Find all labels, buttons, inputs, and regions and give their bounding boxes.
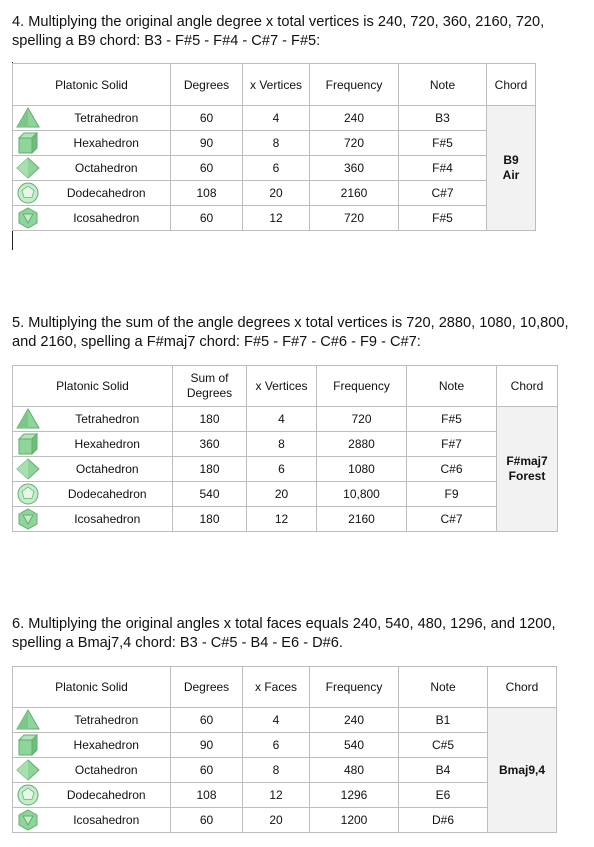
note-value: B3 bbox=[399, 106, 487, 131]
vertices-value: 6 bbox=[243, 156, 310, 181]
header-note: Note bbox=[399, 667, 488, 708]
header-platonic-solid: Platonic Solid bbox=[13, 667, 171, 708]
degrees-value: 60 bbox=[171, 808, 243, 833]
header-platonic-solid: Platonic Solid bbox=[13, 64, 171, 106]
frequency-value: 480 bbox=[310, 758, 399, 783]
sum-degrees-value: 180 bbox=[173, 507, 247, 532]
frequency-value: 720 bbox=[310, 206, 399, 231]
frequency-value: 240 bbox=[310, 106, 399, 131]
header-sum-of-degrees bbox=[173, 366, 247, 407]
frequency-value: 540 bbox=[310, 733, 399, 758]
section-4-table bbox=[12, 63, 536, 231]
solid-name: Tetrahedron bbox=[43, 106, 171, 131]
note-value: E6 bbox=[399, 783, 488, 808]
header-chord: Chord bbox=[488, 667, 557, 708]
header-note: Note bbox=[399, 64, 487, 106]
header-note: Note bbox=[407, 366, 497, 407]
note-value: F#5 bbox=[399, 206, 487, 231]
frequency-value: 2880 bbox=[317, 432, 407, 457]
octahedron-icon bbox=[16, 458, 40, 480]
header-degrees: Degrees bbox=[171, 64, 243, 106]
note-value: F#4 bbox=[399, 156, 487, 181]
solid-name: Octahedron bbox=[43, 758, 171, 783]
table-row bbox=[13, 407, 558, 432]
degrees-value: 108 bbox=[171, 181, 243, 206]
frequency-value: 240 bbox=[310, 708, 399, 733]
header-vertices: x Vertices bbox=[247, 366, 317, 407]
degrees-value: 60 bbox=[171, 708, 243, 733]
header-vertices: x Vertices bbox=[243, 64, 310, 106]
table-row bbox=[13, 131, 536, 156]
chord-cell bbox=[497, 407, 558, 532]
solid-name: Icosahedron bbox=[43, 808, 171, 833]
header-sum-of-degrees-text: Sum of Degrees bbox=[186, 371, 233, 400]
vertices-value: 12 bbox=[247, 507, 317, 532]
section-6-heading: 6. Multiplying the original angles x total faces equals 240, 540, 480, 1296, and 1200, spelling a Bmaj7,4 chord: B3 - C#5 - B4 - E6 - D#6. bbox=[12, 616, 556, 651]
section-6-table bbox=[12, 666, 557, 833]
table-row bbox=[13, 181, 536, 206]
frequency-value: 360 bbox=[310, 156, 399, 181]
table-row bbox=[13, 206, 536, 231]
table-row bbox=[13, 733, 557, 758]
header-chord: Chord bbox=[487, 64, 536, 106]
dodecahedron-icon bbox=[16, 784, 40, 806]
faces-value: 12 bbox=[243, 783, 310, 808]
vertices-value: 4 bbox=[243, 106, 310, 131]
icosahedron-icon bbox=[16, 809, 40, 831]
table-row bbox=[13, 507, 558, 532]
header-faces: x Faces bbox=[243, 667, 310, 708]
sum-degrees-value: 540 bbox=[173, 482, 247, 507]
degrees-value: 60 bbox=[171, 156, 243, 181]
chord-name: F#maj7 bbox=[506, 454, 548, 468]
frequency-value: 1200 bbox=[310, 808, 399, 833]
frequency-value: 1080 bbox=[317, 457, 407, 482]
solid-name: Tetrahedron bbox=[43, 708, 171, 733]
faces-value: 20 bbox=[243, 808, 310, 833]
header-platonic-solid: Platonic Solid bbox=[13, 366, 173, 407]
table-row bbox=[13, 783, 557, 808]
table-row bbox=[13, 482, 558, 507]
solid-name: Hexahedron bbox=[43, 131, 171, 156]
chord-name: Bmaj9,4 bbox=[498, 762, 546, 777]
frequency-value: 720 bbox=[317, 407, 407, 432]
frequency-value: 2160 bbox=[310, 181, 399, 206]
section-4-heading: 4. Multiplying the original angle degree x total vertices is 240, 720, 360, 2160, 720, spelling a B9 chord: B3 - F#5 - F#4 - C#7 - F#5: bbox=[12, 14, 545, 49]
vertices-value: 20 bbox=[247, 482, 317, 507]
solid-name: Tetrahedron bbox=[43, 407, 173, 432]
vertices-value: 4 bbox=[247, 407, 317, 432]
chord-cell bbox=[487, 106, 536, 231]
chord-name: B9 bbox=[503, 153, 519, 167]
note-value: D#6 bbox=[399, 808, 488, 833]
tetrahedron-icon bbox=[16, 709, 40, 731]
icosahedron-icon bbox=[16, 508, 40, 530]
solid-name: Octahedron bbox=[43, 457, 173, 482]
chord-element: Air bbox=[502, 168, 520, 182]
icosahedron-icon bbox=[16, 207, 40, 229]
sum-degrees-value: 360 bbox=[173, 432, 247, 457]
section-5-table bbox=[12, 365, 558, 532]
tetrahedron-icon bbox=[16, 107, 40, 129]
faces-value: 4 bbox=[243, 708, 310, 733]
note-value: F#7 bbox=[407, 432, 497, 457]
degrees-value: 60 bbox=[171, 206, 243, 231]
frequency-value: 10,800 bbox=[317, 482, 407, 507]
hexahedron-icon bbox=[16, 734, 40, 756]
note-value: C#7 bbox=[399, 181, 487, 206]
note-value: F#5 bbox=[407, 407, 497, 432]
header-frequency: Frequency bbox=[317, 366, 407, 407]
frequency-value: 2160 bbox=[317, 507, 407, 532]
chord-cell bbox=[488, 708, 557, 833]
vertices-value: 20 bbox=[243, 181, 310, 206]
table-row bbox=[13, 156, 536, 181]
note-value: C#6 bbox=[407, 457, 497, 482]
sum-degrees-value: 180 bbox=[173, 407, 247, 432]
vertices-value: 6 bbox=[247, 457, 317, 482]
note-value: B1 bbox=[399, 708, 488, 733]
table-row bbox=[13, 106, 536, 131]
solid-name: Hexahedron bbox=[43, 432, 173, 457]
header-degrees: Degrees bbox=[171, 667, 243, 708]
degrees-value: 90 bbox=[171, 733, 243, 758]
table-row bbox=[13, 432, 558, 457]
tetrahedron-icon bbox=[16, 408, 40, 430]
faces-value: 6 bbox=[243, 733, 310, 758]
table-row bbox=[13, 758, 557, 783]
degrees-value: 108 bbox=[171, 783, 243, 808]
table-row bbox=[13, 708, 557, 733]
dodecahedron-icon bbox=[16, 182, 40, 204]
hexahedron-icon bbox=[16, 132, 40, 154]
frequency-value: 1296 bbox=[310, 783, 399, 808]
note-value: B4 bbox=[399, 758, 488, 783]
note-value: C#7 bbox=[407, 507, 497, 532]
chord-element: Forest bbox=[508, 469, 546, 483]
faces-value: 8 bbox=[243, 758, 310, 783]
solid-name: Dodecahedron bbox=[43, 181, 171, 206]
table-row bbox=[13, 808, 557, 833]
header-frequency: Frequency bbox=[310, 667, 399, 708]
vertices-value: 8 bbox=[247, 432, 317, 457]
frequency-value: 720 bbox=[310, 131, 399, 156]
dodecahedron-icon bbox=[16, 483, 40, 505]
solid-name: Icosahedron bbox=[43, 507, 173, 532]
table-row bbox=[13, 457, 558, 482]
solid-name: Dodecahedron bbox=[43, 482, 173, 507]
solid-name: Octahedron bbox=[43, 156, 171, 181]
section-5-heading: 5. Multiplying the sum of the angle degrees x total vertices is 720, 2880, 1080, 10,800, and 2160, spelling a F#maj7 chord: F#5 - F#7 - C#6 - F9 - C#7: bbox=[12, 315, 569, 350]
header-frequency: Frequency bbox=[310, 64, 399, 106]
header-chord: Chord bbox=[497, 366, 558, 407]
octahedron-icon bbox=[16, 157, 40, 179]
degrees-value: 60 bbox=[171, 758, 243, 783]
degrees-value: 60 bbox=[171, 106, 243, 131]
solid-name: Icosahedron bbox=[43, 206, 171, 231]
solid-name: Hexahedron bbox=[43, 733, 171, 758]
vertices-value: 8 bbox=[243, 131, 310, 156]
vertices-value: 12 bbox=[243, 206, 310, 231]
note-value: F#5 bbox=[399, 131, 487, 156]
note-value: F9 bbox=[407, 482, 497, 507]
degrees-value: 90 bbox=[171, 131, 243, 156]
note-value: C#5 bbox=[399, 733, 488, 758]
solid-name: Dodecahedron bbox=[43, 783, 171, 808]
octahedron-icon bbox=[16, 759, 40, 781]
hexahedron-icon bbox=[16, 433, 40, 455]
sum-degrees-value: 180 bbox=[173, 457, 247, 482]
